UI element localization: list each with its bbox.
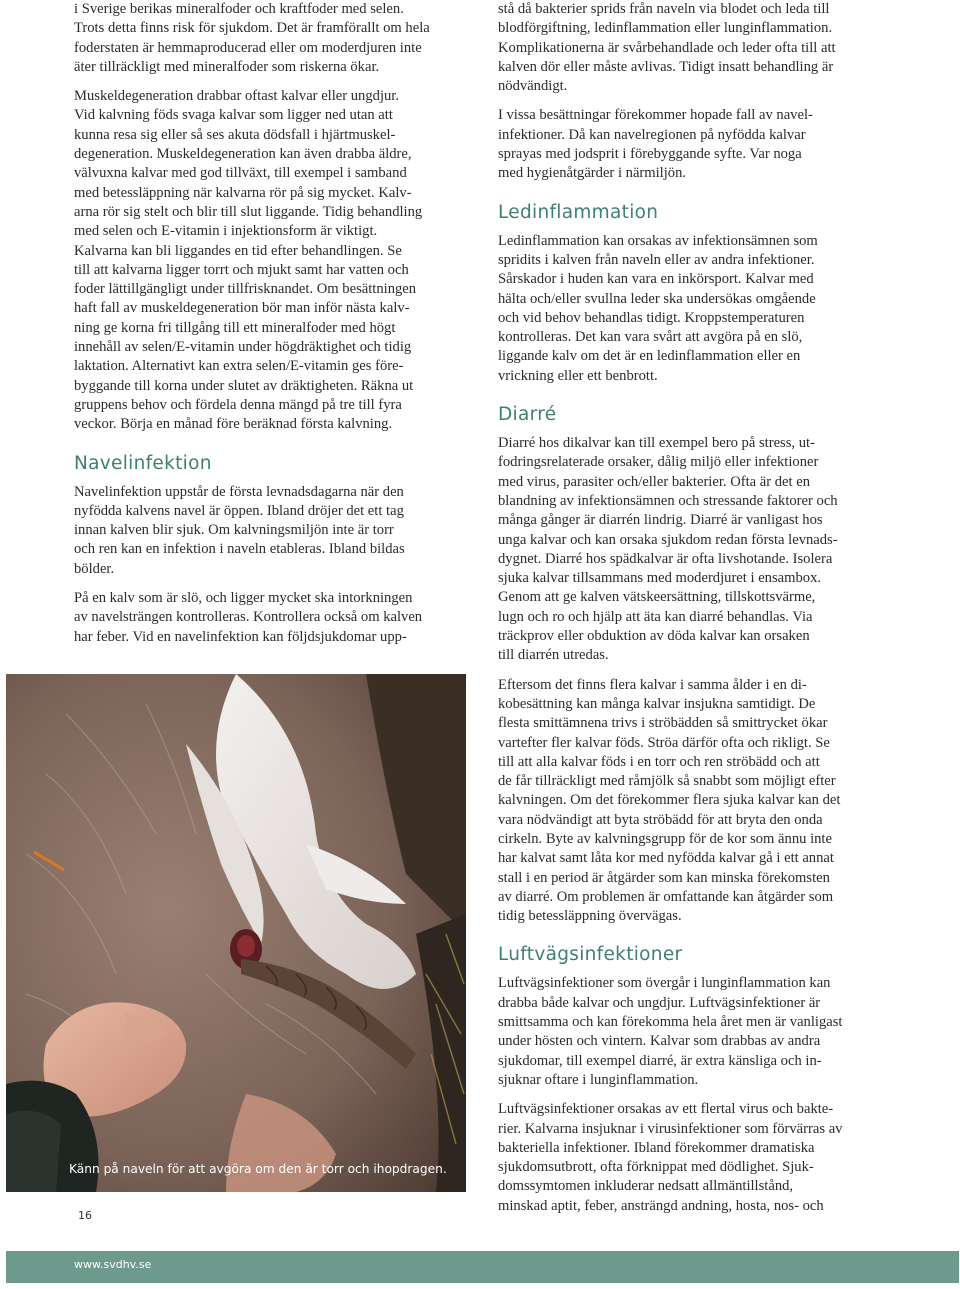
heading-ledinflammation: Ledinflammation [498,201,659,223]
paragraph-virus-bakterier: Luftvägsinfektioner orsakas av ett flertal virus och bakte- rier. Kalvarna insjuknar i virusinfektioner som förvärras av bakteriella infektioner. Ibland förekommer dramatiska sjukdomsutbrott, ofta förknippat med dödlighet. Sjuk- domssymtomen inkluderar nedsatt allmäntillstånd, minskad aptit, feber, ansträngd andning, hosta, nos- och [498,1101,843,1214]
left-column [74,0,466,657]
paragraph-luftvagsinfektioner: Luftvägsinfektioner som övergår i lunginflammation kan drabba både kalvar och ungdjur. Luftvägsinfektioner är smittsamma och kan förekomma hela året men är vanligast under hösten och vintern. Kalvar som drabbas av andra sjukdomar, till exempel diarré, är extra känsliga och in- sjuknar oftare i lunginflammation. [498,975,843,1088]
right-column [498,0,893,1226]
calf-navel-photo [6,674,466,1192]
paragraph-ledinflammation: Ledinflammation kan orsakas av infektionsämnen som spridits i kalven från naveln eller av andra infektioner. Sårskador i huden kan vara en inkörsport. Kalvar med hälta och/eller svullna leder ska undersökas omgående och vid behov behandlas tidigt. Kroppstemperaturen kontrolleras. Det kan vara svårt att avgöra på en slö, liggande kalv om det är en ledinflammation eller en vrickning eller ett benbrott. [498,232,818,384]
page-number: 16 [78,1209,92,1222]
paragraph-selen: i Sverige berikas mineralfoder och kraftfoder med selen. Trots detta finns risk för sjukdom. Det är framförallt om hela foderstaten är hemmaproducerad eller om moderdjuren inte äter tillräckligt med mineralfoder som riskerna ökar. [74,1,430,75]
heading-navelinfektion: Navelinfektion [74,452,212,474]
photo-caption: Känn på naveln för att avgöra om den är torr och ihopdragen. [69,1162,447,1176]
paragraph-jodsprit: I vissa besättningar förekommer hopade fall av navel- infektioner. Då kan navelregionen på nyfödda kalvar sprayas med jodsprit i förebyggande syfte. Var noga med hygienåtgärder i närmiljön. [498,107,813,182]
footer-bar [6,1251,959,1283]
heading-diarre: Diarré [498,404,557,426]
paragraph-navel-kontroll: På en kalv som är slö, och ligger mycket ska intorkningen av navelsträngen kontrolleras. Kontrollera också om kalven har feber. Vid en navelinfektion kan följdsjukdomar upp- [74,590,423,645]
paragraph-diarre-atgarder: Eftersom det finns flera kalvar i samma ålder i en di- kobesättning kan många kalvar insjukna samtidigt. De flesta smittämnena trivs i ströbädden så smittrycket ökar vartefter fler kalvar föds. Ströa därför ofta och rikligt. Se till att alla kalvar föds i en torr och ren ströbädd och att de får tillräckligt med råmjölk så snabbt som möjligt efter kalvningen. Om det förekommer flera sjuka kalvar kan det vara nödvändigt att byta ströbädd för att bryta den onda cirkeln. Byte av kalvningsgrupp för de kor som ännu inte har kalvat samt låta kor med nyfödda kalvar gå i ett annat stall i en period är åtgärder som kan minska förekomsten av diarré. Om problemen är omfattande kan åtgärder som tidig betessläppning övervägas. [498,676,841,925]
paragraph-muskeldegeneration: Muskeldegeneration drabbar oftast kalvar eller ungdjur. Vid kalvning föds svaga kalvar som ligger ned utan att kunna resa sig eller så ses akuta dödsfall i hjärtmuskel- degeneration. Muskeldegeneration kan även drabba äldre, välvuxna kalvar med god tillväxt, till exempel i samband med betessläppning när kalvarna rör på sig mycket. Kalv- arna rör sig stelt och blir till slut liggande. Tidig behandling med selen och E-vitamin i injektionsform är viktigt. Kalvarna kan bli liggandes en tid efter behandlingen. Se till att kalvarna ligger torrt och mjukt samt har vatten och foder lättillgängligt under tillfrisknandet. Om besättningen haft fall av muskeldegeneration bör man inför nästa kalv- ning ge korna fri tillgång till ett mineralfoder med högt innehåll av selen/E-vitamin under högdräktighet och tidig laktation. Alternativt kan extra selen/E-vitamin ges före- byggande till korna under slutet av dräktigheten. Räkna ut gruppens behov och fördela denna mängd på tre till fyra veckor. Börja en månad före beräknad första kalvning. [74,88,423,433]
footer-url-link[interactable]: www.svdhv.se [74,1258,152,1271]
calf-navel-image [6,674,466,1192]
paragraph-diarre: Diarré hos dikalvar kan till exempel bero på stress, ut- fodringsrelaterade orsaker, dålig miljö eller infektioner med virus, parasiter och/eller bakterier. Ofta är det en blandning av infektionsämnen och stressande faktorer och många gånger är diarrén lindrig. Diarré är vanligast hos unga kalvar och kan orsaka sjukdom redan första levnads- dygnet. Diarré hos spädkalvar är ofta livshotande. Isolera sjuka kalvar tillsammans med moderdjuret i ensambox. Genom att ge kalven vätskeersättning, tillskottsvärme, lugn och ro och hjälp att äta kan diarré behandlas. Via träckprov eller obduktion av döda kalvar kan orsaken till diarrén utredas. [498,435,838,664]
paragraph-komplikationer: stå då bakterier sprids från naveln via blodet och leda till blodförgiftning, ledinflammation eller lunginflammation. Komplikationerna är svårbehandlade och leder ofta till att kalven dör eller måste avlivas. Tidigt insatt behandling är nödvändigt. [498,1,836,95]
paragraph-navelinfektion: Navelinfektion uppstår de första levnadsdagarna när den nyfödda kalvens navel är öppen. Ibland dröjer det ett tag innan kalven blir sjuk. Om kalvningsmiljön inte är torr och ren kan en infektion i naveln etableras. Ibland bildas bölder. [74,483,405,577]
heading-luftvagsinfektioner: Luftvägsinfektioner [498,944,683,966]
